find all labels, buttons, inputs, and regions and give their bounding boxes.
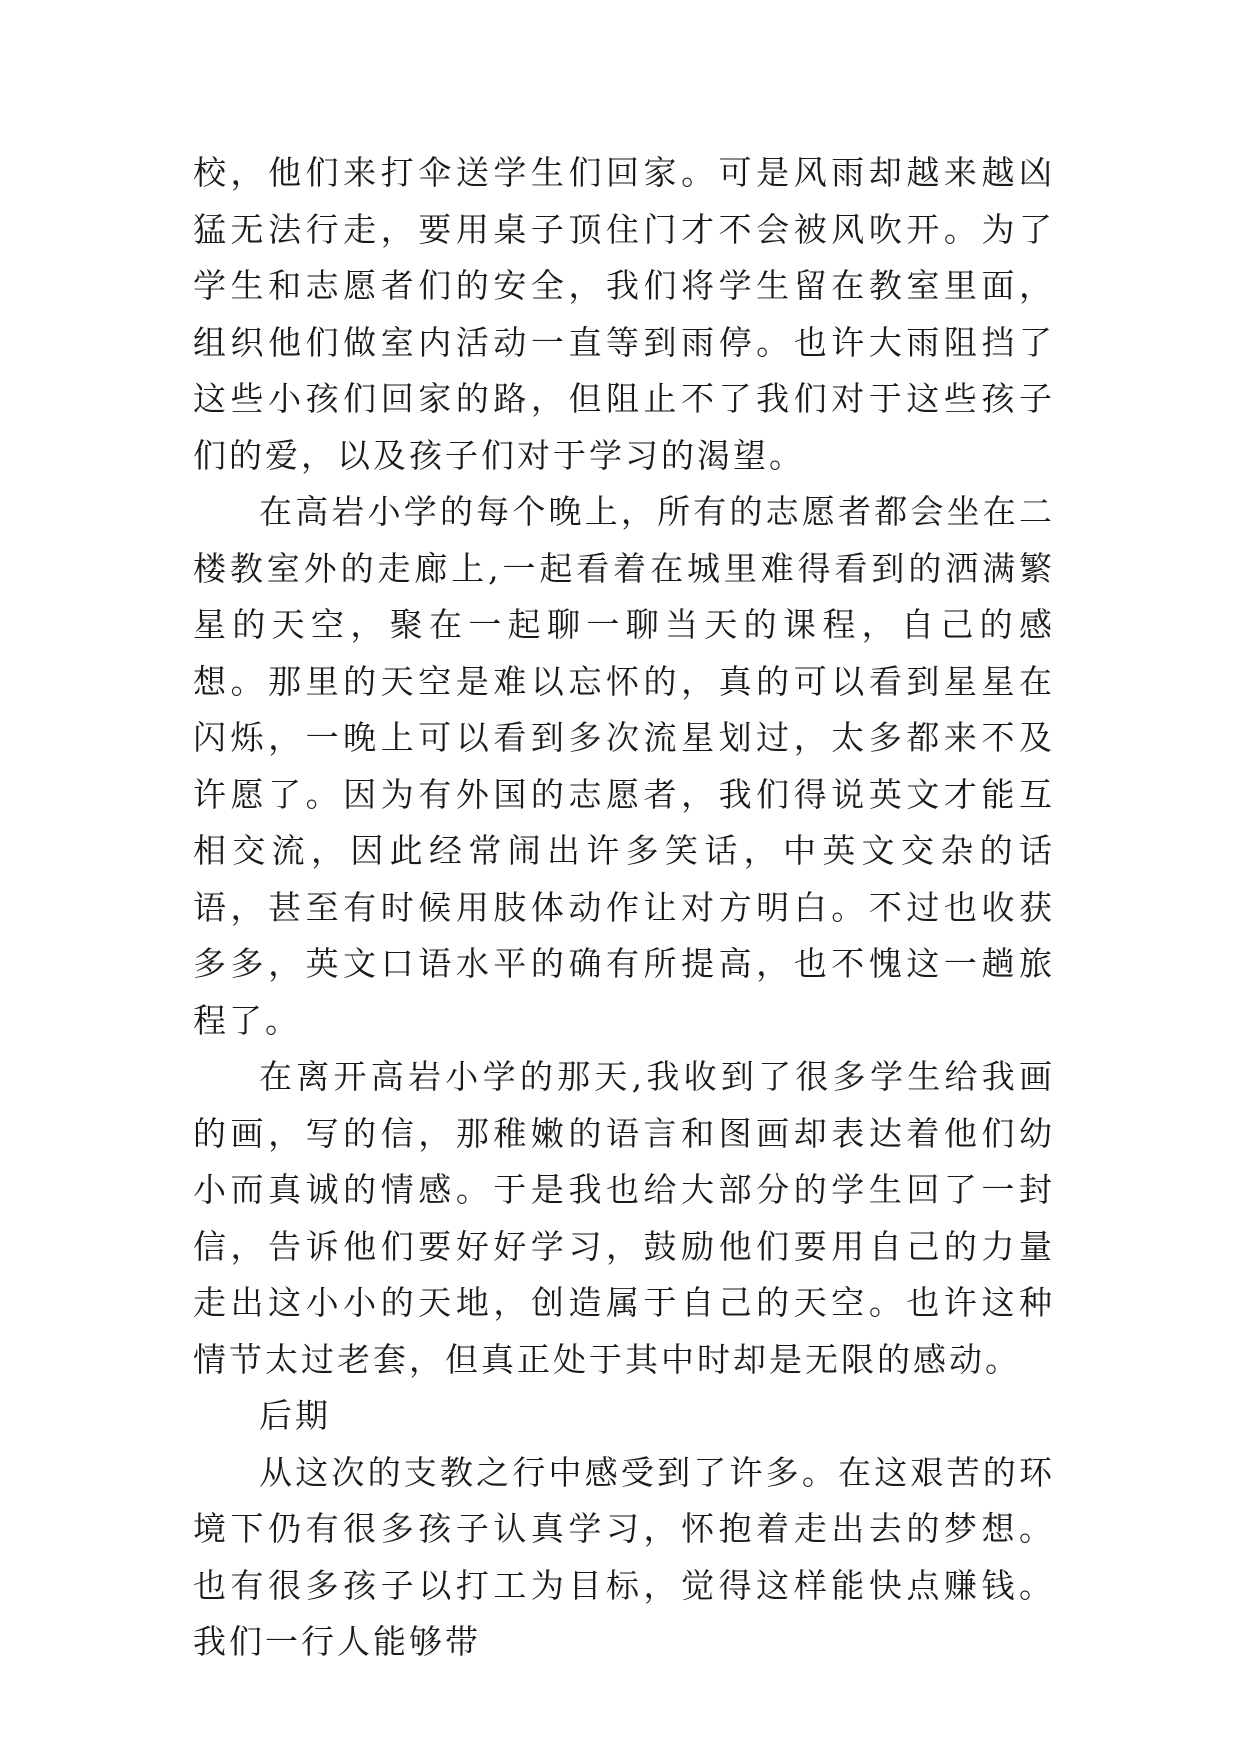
paragraph-rain-story: 校，他们来打伞送学生们回家。可是风雨却越来越凶猛无法行走，要用桌子顶住门才不会被风吹开。为了学生和志愿者们的安全，我们将学生留在教室里面，组织他们做室内活动一直等到雨停。也许大雨阻挡了这些小孩们回家的路，但阻止不了我们对于这些孩子们的爱，以及孩子们对于学习的渴望。	[193, 153, 1055, 475]
section-heading-later: 后期	[259, 1396, 331, 1435]
paragraph-reflection: 从这次的支教之行中感受到了许多。在这艰苦的环境下仍有很多孩子认真学习，怀抱着走出去的梦想。也有很多孩子以打工为目标，觉得这样能快点赚钱。我们一行人能够带	[193, 1452, 1055, 1661]
paragraph-farewell-letters: 在离开高岩小学的那天,我收到了很多学生给我画的画，写的信，那稚嫩的语言和图画却表达着他们幼小而真诚的情感。于是我也给大部分的学生回了一封信，告诉他们要好好学习，鼓励他们要用自己的力量走出这小小的天地，创造属于自己的天空。也许这种情节太过老套，但真正处于其中时却是无限的感动。	[193, 1057, 1055, 1379]
paragraph-night-stars: 在高岩小学的每个晚上，所有的志愿者都会坐在二楼教室外的走廊上,一起看着在城里难得看到的洒满繁星的天空，聚在一起聊一聊当天的课程，自己的感想。那里的天空是难以忘怀的，真的可以看到星星在闪烁，一晚上可以看到多次流星划过，太多都来不及许愿了。因为有外国的志愿者，我们得说英文才能互相交流，因此经常闹出许多笑话，中英文交杂的话语，甚至有时候用肢体动作让对方明白。不过也收获多多，英文口语水平的确有所提高，也不愧这一趟旅程了。	[193, 492, 1055, 1040]
body-text	[193, 145, 1055, 1671]
